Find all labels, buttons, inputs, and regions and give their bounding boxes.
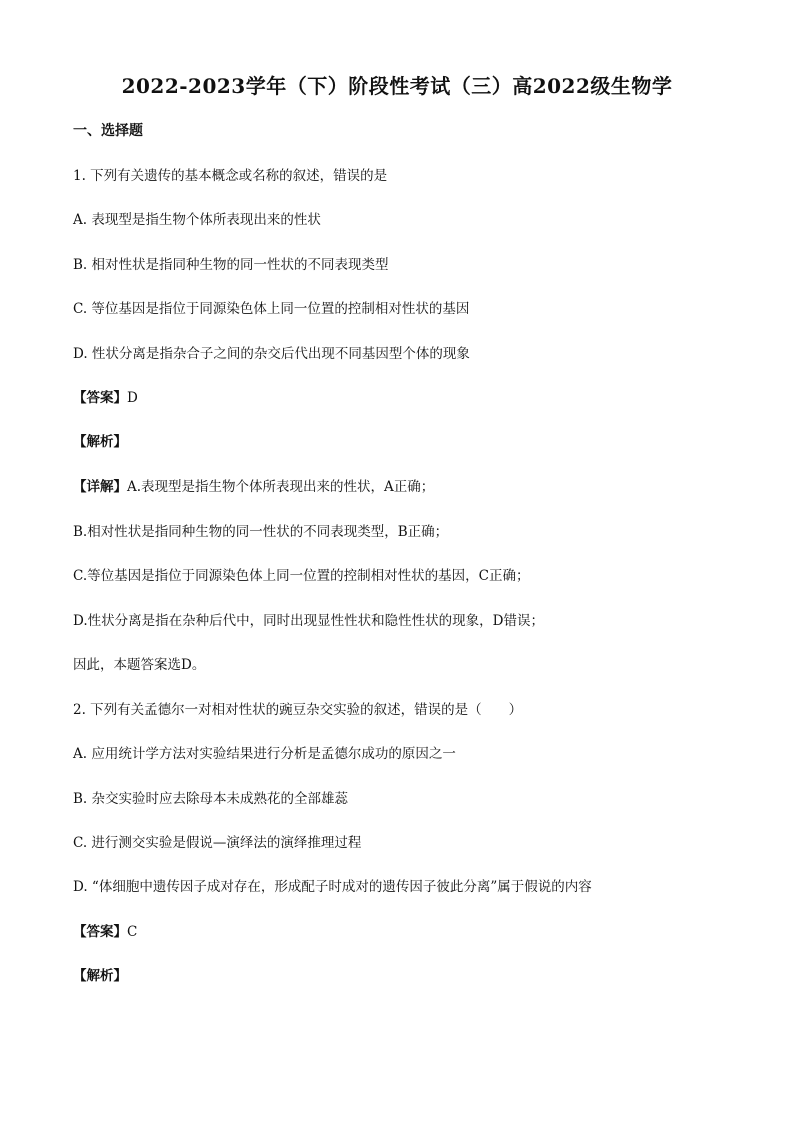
question-2-option-b: B. 杂交实验时应去除母本未成熟花的全部雄蕊 [73,791,349,807]
question-1-detail-3: C.等位基因是指位于同源染色体上同一位置的控制相对性状的基因，C正确； [73,568,530,584]
question-1-conclusion: 因此，本题答案选D。 [73,657,206,673]
answer-value: C [127,924,138,940]
question-2-option-c: C. 进行测交实验是假说—演绎法的演绎推理过程 [73,835,362,851]
answer-value: D [127,390,138,406]
question-1-option-d: D. 性状分离是指杂合子之间的杂交后代出现不同基因型个体的现象 [73,346,470,362]
detail-label: 【详解】 [73,479,127,495]
question-1-answer [73,389,138,407]
question-1-detail-1 [73,478,434,496]
detail-text: A.表现型是指生物个体所表现出来的性状，A正确； [127,479,435,495]
answer-label: 【答案】 [73,390,127,406]
question-1-option-b: B. 相对性状是指同种生物的同一性状的不同表现类型 [73,257,389,273]
question-2-option-d: D. “体细胞中遗传因子成对存在，形成配子时成对的遗传因子彼此分离”属于假说的内容 [73,879,592,895]
question-1-option-a: A. 表现型是指生物个体所表现出来的性状 [73,212,321,228]
question-1-detail-4: D.性状分离是指在杂种后代中，同时出现显性性状和隐性性状的现象，D错误； [73,613,544,629]
page-title: 2022-2023学年（下）阶段性考试（三）高2022级生物学 [121,74,673,98]
section-heading: 一、选择题 [73,123,143,139]
question-2-analysis-label: 【解析】 [73,968,127,984]
question-2-answer [73,923,137,941]
question-1-analysis-label: 【解析】 [73,434,127,450]
question-1-stem: 1. 下列有关遗传的基本概念或名称的叙述，错误的是 [73,168,388,184]
question-1-detail-2: B.相对性状是指同种生物的同一性状的不同表现类型，B正确； [73,524,449,540]
question-2-option-a: A. 应用统计学方法对实验结果进行分析是孟德尔成功的原因之一 [73,746,456,762]
question-2-stem: 2. 下列有关孟德尔一对相对性状的豌豆杂交实验的叙述，错误的是（ ） [73,702,523,718]
question-1-option-c: C. 等位基因是指位于同源染色体上同一位置的控制相对性状的基因 [73,301,470,317]
answer-label: 【答案】 [73,924,127,940]
